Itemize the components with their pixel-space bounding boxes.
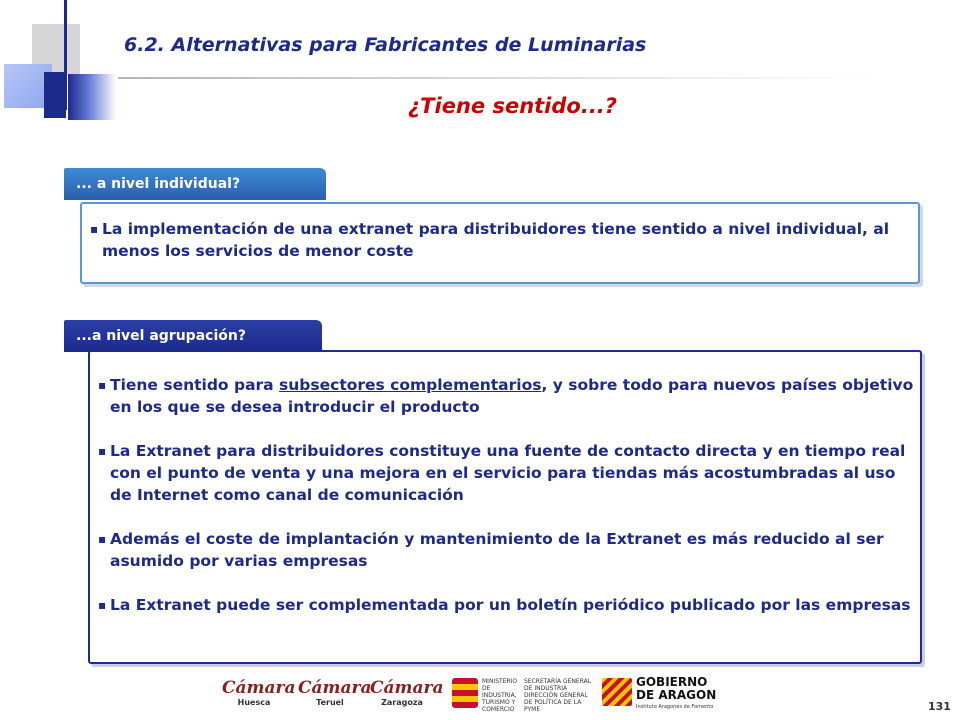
tab-agrupacion: ...a nivel agrupación? bbox=[64, 320, 322, 352]
bullet-square-icon: ▪ bbox=[90, 222, 99, 236]
camara-zaragoza-logo: Cámara Zaragoza bbox=[370, 678, 444, 707]
section-agrupacion-text bbox=[98, 374, 914, 616]
bullet-text-underlined: subsectores complementarios bbox=[279, 376, 542, 394]
camara-huesca-logo: Cámara Huesca bbox=[222, 678, 296, 707]
bullet-square-icon: ▪ bbox=[98, 444, 107, 458]
secretaria-text: SECRETARÍA GENERAL DE INDUSTRIA DIRECCIÓN GENERAL DE POLÍTICA DE LA PYME bbox=[524, 678, 592, 713]
aragon-title: GOBIERNO DE ARAGON bbox=[636, 675, 717, 702]
sponsor-logos bbox=[220, 674, 720, 714]
bullet-item bbox=[98, 528, 914, 572]
decorative-header-rule bbox=[118, 77, 878, 79]
camara-teruel-logo: Cámara Teruel bbox=[298, 678, 372, 707]
bullet-text: La Extranet puede ser complementada por un boletín periódico publicado por las empresas bbox=[110, 596, 911, 614]
ministerio-text: MINISTERIO DE INDUSTRIA, TURISMO Y COMERCIO bbox=[482, 678, 518, 713]
decorative-gradient-block bbox=[68, 74, 116, 120]
bullet-item bbox=[98, 440, 914, 506]
page-number: 131 bbox=[928, 700, 951, 713]
bullet-square-icon: ▪ bbox=[98, 532, 107, 546]
bullet-text: La implementación de una extranet para distribuidores tiene sentido a nivel individual, al menos los servicios de menor coste bbox=[102, 220, 890, 260]
ministerio-logo bbox=[452, 676, 592, 713]
bullet-square-icon: ▪ bbox=[98, 378, 107, 392]
bullet-square-icon: ▪ bbox=[98, 598, 107, 612]
aragon-flag-icon bbox=[602, 678, 632, 706]
spain-crest-icon bbox=[452, 678, 478, 708]
page-title: 6.2. Alternativas para Fabricantes de Luminarias bbox=[124, 34, 647, 56]
decorative-darkblue-bar bbox=[44, 72, 66, 118]
bullet-text: Además el coste de implantación y mantenimiento de la Extranet es más reducido al ser asumido por varias empresas bbox=[110, 530, 884, 570]
section-individual-text bbox=[90, 218, 910, 262]
gobierno-aragon-logo bbox=[602, 676, 722, 712]
bullet-text: La Extranet para distribuidores constituye una fuente de contacto directa y en tiempo real con el punto de venta y una mejora en el servicio para tiendas más acostumbradas al uso de Internet como canal de comunicación bbox=[110, 442, 906, 504]
bullet-text-end: , y sobre todo para nuevos países objetivo en los que se desea introducir el producto bbox=[110, 376, 914, 416]
bullet-item bbox=[98, 374, 914, 418]
bullet-item bbox=[90, 218, 910, 262]
bullet-item bbox=[98, 594, 914, 616]
page-subtitle: ¿Tiene sentido...? bbox=[408, 94, 617, 118]
tab-individual: ... a nivel individual? bbox=[64, 168, 326, 200]
bullet-text-start: Tiene sentido para bbox=[110, 376, 280, 394]
aragon-subtitle: Instituto Aragonés de Fomento bbox=[636, 704, 714, 710]
